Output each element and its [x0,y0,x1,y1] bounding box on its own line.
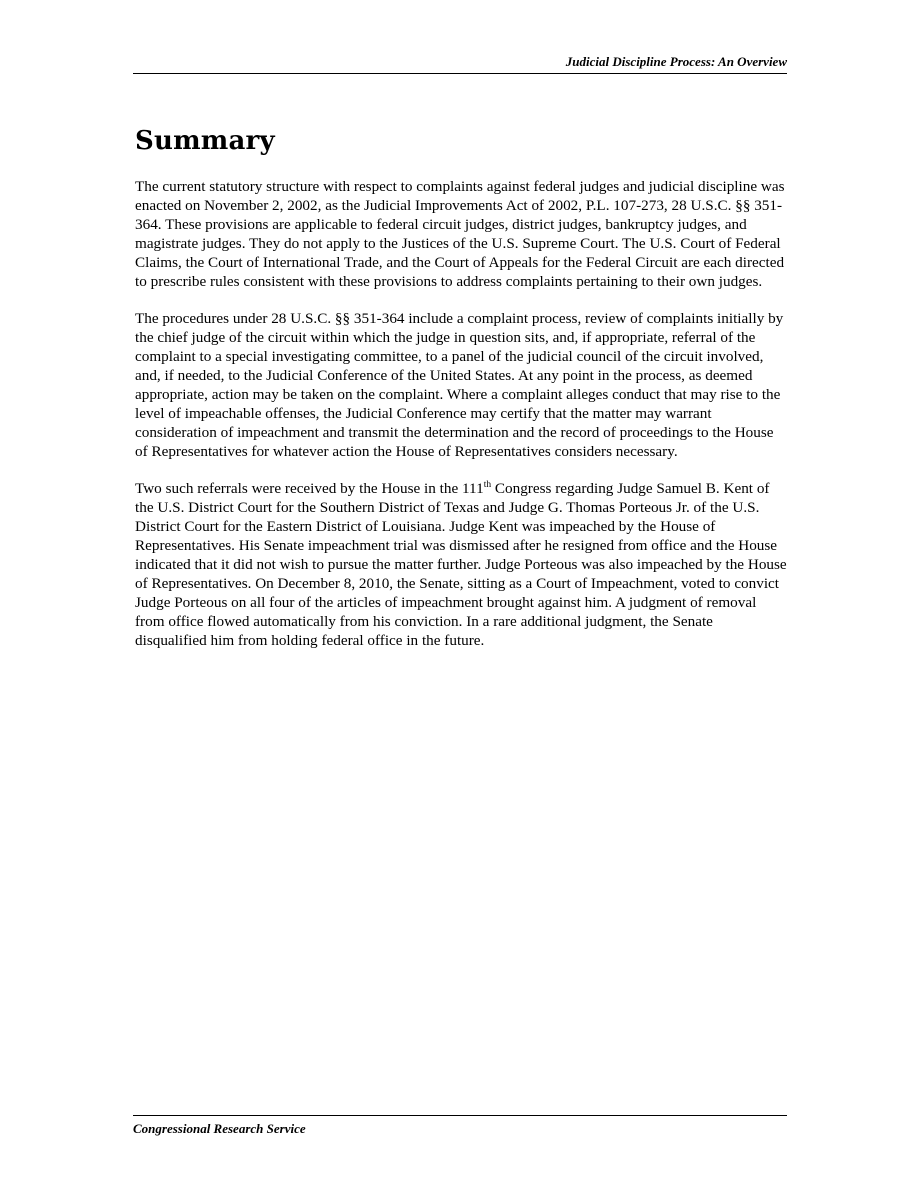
summary-paragraph-1: The current statutory structure with respect to complaints against federal judges and judicial discipline was enacted on November 2, 2002, as the Judicial Improvements Act of 2002, P.L. 107-273, 28 U.S.C. §§ 351-364. These provisions are applicable to federal circuit judges, district judges, bankruptcy judges, and magistrate judges. They do not apply to the Justices of the U.S. Supreme Court. The U.S. Court of Federal Claims, the Court of International Trade, and the Court of Appeals for the Federal Circuit are each directed to prescribe rules consistent with these provisions to address complaints pertaining to their own judges. [135,178,785,290]
summary-paragraph-3 [135,479,787,650]
summary-body [135,177,787,668]
footer-organization: Congressional Research Service [133,1121,306,1136]
ordinal-superscript: th [483,479,492,490]
summary-paragraph-2: The procedures under 28 U.S.C. §§ 351-364 include a complaint process, review of complaints initially by the chief judge of the circuit within which the judge in question sits, and, if appropriate, referral of the complaint to a special investigating committee, to a panel of the judicial council of the circuit involved, and, if needed, to the Judicial Conference of the United States. At any point in the process, as deemed appropriate, action may be taken on the complaint. Where a complaint alleges conduct that may rise to the level of impeachable offenses, the Judicial Conference may certify that the matter may warrant consideration of impeachment and transmit the determination and the record of proceedings to the House of Representatives for whatever action the House of Representatives considers necessary. [135,310,784,460]
section-heading: Summary [135,126,275,156]
paragraph-3-text-start: Two such referrals were received by the House in the 111 [135,480,484,497]
page-footer [133,1115,787,1137]
paragraph-3-text-end: Congress regarding Judge Samuel B. Kent of the U.S. District Court for the Southern District of Texas and Judge G. Thomas Porteous Jr. of the U.S. District Court for the Eastern District of Louisiana. Judge Kent was impeached by the House of Representatives. His Senate impeachment trial was dismissed after he resigned from office and the House indicated that it did not wish to pursue the matter further. Judge Porteous was also impeached by the House of Representatives. On December 8, 2010, the Senate, sitting as a Court of Impeachment, voted to convict Judge Porteous on all four of the articles of impeachment brought against him. A judgment of removal from office flowed automatically from his conviction. In a rare additional judgment, the Senate disqualified him from holding federal office in the future. [135,480,787,649]
running-header-title: Judicial Discipline Process: An Overview [565,54,787,69]
running-header [133,54,787,74]
